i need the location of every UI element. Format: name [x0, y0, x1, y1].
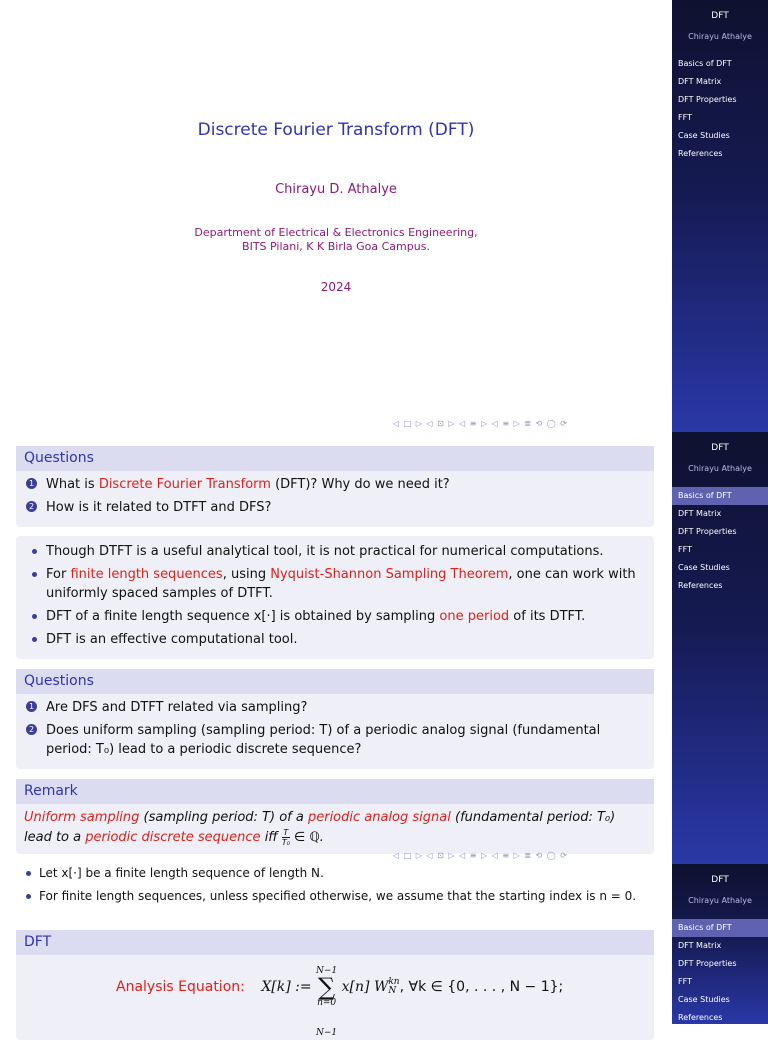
next-summation-limit: N−1 [316, 1028, 338, 1038]
sidebar-item-dft-matrix[interactable]: DFT Matrix [678, 509, 722, 518]
sidebar-item-case-studies[interactable]: Case Studies [678, 563, 730, 572]
list-item: DFT of a finite length sequence x[·] is obtained by sampling one period of its DTFT. [24, 607, 646, 626]
slide-main [0, 432, 672, 864]
questions-block-1 [16, 446, 654, 527]
sidebar-item-case-studies[interactable]: Case Studies [678, 131, 730, 140]
beamer-nav-controls[interactable]: ◁ □ ▷ ◁ ⊡ ▷ ◁ ≡ ▷ ◁ ≡ ▷ ≣ ⟲ ◯ ⟳ [392, 419, 568, 428]
sidebar [672, 864, 768, 1024]
sidebar-item-dft-matrix[interactable]: DFT Matrix [678, 77, 722, 86]
question-item: 1 Are DFS and DTFT related via sampling? [24, 698, 646, 717]
sidebar-item-basics[interactable]: Basics of DFT [672, 487, 768, 505]
analysis-equation: Analysis Equation: X[k] := N−1 ∑ n=0 x[n] W kn N , ∀k ∈ {0, . . . , N − 1}; [116, 966, 564, 1008]
remark-block [16, 779, 654, 854]
slide-dft-definition [0, 864, 768, 1038]
slide-main [0, 0, 672, 432]
list-item: DFT is an effective computational tool. [24, 630, 646, 649]
analysis-label: Analysis Equation: [116, 979, 245, 995]
sidebar-item-basics[interactable]: Basics of DFT [672, 919, 768, 937]
summation: N−1 ∑ n=0 [316, 966, 338, 1008]
number-bullet: 1 [26, 478, 37, 489]
sidebar-author[interactable]: Chirayu Athalye [688, 464, 752, 473]
beamer-nav-controls[interactable]: ◁ □ ▷ ◁ ⊡ ▷ ◁ ≡ ▷ ◁ ≡ ▷ ≣ ⟲ ◯ ⟳ [392, 851, 568, 860]
sidebar-item-dft-properties[interactable]: DFT Properties [678, 959, 737, 968]
sidebar-nav [672, 55, 768, 163]
sidebar-item-case-studies[interactable]: Case Studies [678, 995, 730, 1004]
sidebar-title[interactable]: DFT [711, 443, 729, 453]
list-item: Let x[·] be a finite length sequence of length N. [24, 866, 636, 880]
sidebar-item-dft-matrix[interactable]: DFT Matrix [678, 941, 722, 950]
sidebar-item-basics[interactable]: Basics of DFT [678, 59, 732, 68]
block-body [16, 471, 654, 527]
block-header: Questions [16, 669, 654, 694]
sidebar-item-references[interactable]: References [678, 1013, 723, 1022]
presentation-year: 2024 [320, 280, 352, 294]
sidebar-item-fft[interactable]: FFT [678, 113, 692, 122]
slide-basics [0, 432, 768, 864]
sidebar-item-dft-properties[interactable]: DFT Properties [678, 527, 737, 536]
sidebar-item-dft-properties[interactable]: DFT Properties [678, 95, 737, 104]
block-body [16, 536, 654, 659]
sidebar-title[interactable]: DFT [711, 875, 729, 885]
block-header: Questions [16, 446, 654, 471]
sidebar-title[interactable]: DFT [711, 11, 729, 21]
sidebar-item-fft[interactable]: FFT [678, 977, 692, 986]
sidebar-nav [672, 919, 768, 1027]
question-item: 2 Does uniform sampling (sampling period: T) of a periodic analog signal (fundamental period: T₀) lead to a periodic discrete sequence? [24, 721, 646, 759]
list-item: Though DTFT is a useful analytical tool, it is not practical for numerical computations. [24, 542, 646, 561]
remark-body: Uniform sampling (sampling period: T) of a periodic analog signal (fundamental period: T₀) lead to a periodic discrete sequence iff $\frac{T}{\text{T₀}}$ ∈ ℚ. [24, 810, 616, 847]
presentation-title: Discrete Fourier Transform (DFT) [197, 120, 475, 140]
block-header: Remark [16, 779, 654, 804]
bullet-block [16, 536, 654, 659]
question-item: 1 What is Discrete Fourier Transform (DFT)? Why do we need it? [24, 475, 646, 494]
sidebar-nav [672, 487, 768, 595]
list-item: For finite length sequences, using Nyquist-Shannon Sampling Theorem, one can work with uniformly spaced samples of DTFT. [24, 565, 646, 603]
questions-block-2 [16, 669, 654, 769]
presentation-author: Chirayu D. Athalye [275, 182, 397, 197]
sidebar-item-fft[interactable]: FFT [678, 545, 692, 554]
dft-block [16, 930, 654, 1040]
sidebar-item-references[interactable]: References [678, 149, 723, 158]
block-header: DFT [16, 930, 654, 955]
intro-list [24, 866, 636, 912]
sidebar-author[interactable]: Chirayu Athalye [688, 32, 752, 41]
question-item: 2 How is it related to DTFT and DFS? [24, 498, 646, 517]
institute [0, 226, 672, 254]
fraction: $\frac{T}{\text{T₀}}$ [281, 828, 290, 847]
number-bullet: 2 [26, 501, 37, 512]
sidebar [672, 432, 768, 864]
slide-main [0, 864, 672, 1038]
sidebar-item-references[interactable]: References [678, 581, 723, 590]
sidebar-author[interactable]: Chirayu Athalye [688, 896, 752, 905]
slide-title [0, 0, 768, 432]
institute-line-1: Department of Electrical & Electronics Engineering, [194, 226, 478, 239]
institute-line-2: BITS Pilani, K K Birla Goa Campus. [242, 240, 430, 253]
block-body [16, 694, 654, 769]
list-item: For finite length sequences, unless specified otherwise, we assume that the starting index is n = 0. [24, 889, 636, 903]
sidebar [672, 0, 768, 432]
